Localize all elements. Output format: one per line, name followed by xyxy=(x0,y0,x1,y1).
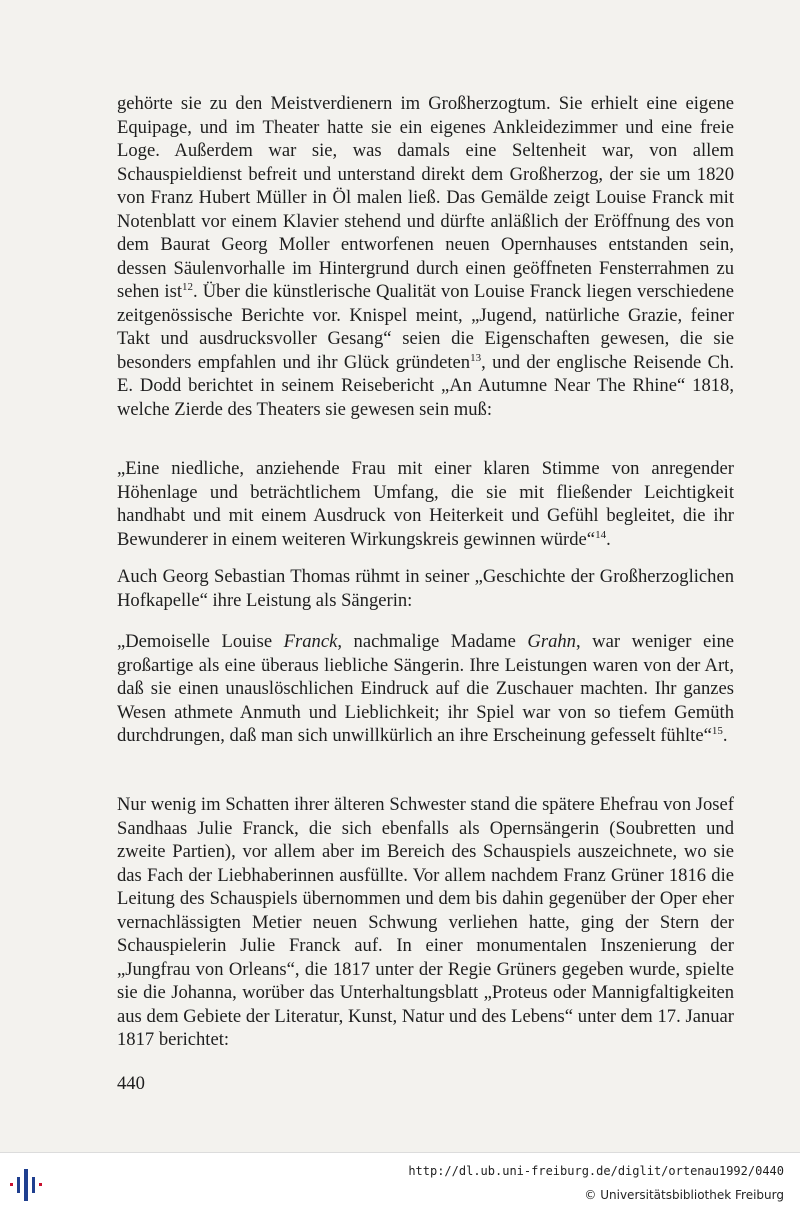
footnote-ref-13: 13 xyxy=(470,351,482,364)
footer-copyright: © Universitätsbibliothek Freiburg xyxy=(584,1188,784,1202)
quotation-2-text-a: „Demoiselle Louise xyxy=(117,631,284,652)
quotation-1-end: . xyxy=(606,528,611,550)
paragraph-1-text-b: . Über die künstlerische Qualität von Louise Franck liegen verschiedene zeitgenössische Berichte vor. Knispel meint, „Jugend, natürliche Grazie, feiner Takt und ausdrucksvoller Gesang“ seien die Eigenschaften gewesen, die sie besonders empfahlen und ihr Glück gründeten xyxy=(117,281,734,373)
footer-url-link[interactable]: http://dl.ub.uni-freiburg.de/diglit/ortenau1992/0440 xyxy=(408,1164,784,1178)
footer-bar xyxy=(0,1152,800,1214)
footnote-ref-15: 15 xyxy=(711,725,723,737)
paragraph-2 xyxy=(117,565,734,612)
ub-freiburg-logo-icon xyxy=(8,1163,52,1207)
footnote-ref-14: 14 xyxy=(595,528,607,541)
name-grahn: Grahn xyxy=(527,631,576,652)
paragraph-1-text: gehörte sie zu den Meistverdienern im Großherzogtum. Sie erhielt eine eigene Equipage, und im Theater hatte sie ein eigenes Ankleidezimmer und eine freie Loge. Außerdem war sie, was damals eine Seltenheit war, von allem Schauspieldienst befreit und unterstand direkt dem Großherzog, der sie um 1820 von Franz Hubert Müller in Öl malen ließ. Das Gemälde zeigt Louise Franck mit Notenblatt vor einem Klavier stehend und dürfte anläßlich der Eröffnung des von dem Baurat Georg Moller entworfenen neuen Opernhauses entstanden sein, dessen Säulenvorhalle im Hintergrund durch einen geöffneten Fensterrahmen zu sehen ist xyxy=(117,93,734,302)
paragraph-1-text-c: , und der englische Reisende Ch. E. Dodd berichtet in seinem Reisebericht „An Autumne Near The Rhine“ 1818, welche Zierde des Theaters sie gewesen sein muß: xyxy=(117,351,734,420)
paragraph-1 xyxy=(117,92,734,421)
footnote-ref-12: 12 xyxy=(182,281,193,293)
quotation-1 xyxy=(117,457,734,551)
page-number: 440 xyxy=(117,1073,145,1094)
quotation-1-text: „Eine niedliche, anziehende Frau mit einer klaren Stimme von anregender Höhenlage und beträchtlichem Umfang, die sie mit fließender Leichtigkeit handhabt und mit einem Ausdruck von Heiterkeit und Gefühl begleitet, die ihr Bewunderer in einem weiteren Wirkungskreis gewinnen würde“ xyxy=(117,458,734,550)
paragraph-3 xyxy=(117,793,734,1052)
paragraph-3-text: Nur wenig im Schatten ihrer älteren Schwester stand die spätere Ehefrau von Josef Sandhaas Julie Franck, die sich ebenfalls als Opernsängerin (Soubretten und zweite Partien), vor allem aber im Bereich des Schauspiels auszeichnete, wo sie das Fach der Liebhaberinnen ausfüllte. Vor allem nachdem Franz Grüner 1816 die Leitung des Schauspiels übernommen und dem bis dahin gegenüber der Oper eher vernachlässigten Metier neuen Schwung verliehen hatte, ging der Stern der Schauspielerin Julie Franck auf. In einer monumentalen Inszenierung der „Jungfrau von Orleans“, die 1817 unter der Regie Grüners gegeben wurde, spielte sie die Johanna, worüber das Unterhaltungsblatt „Proteus oder Mannigfaltigkeiten aus dem Gebiete der Literatur, Kunst, Natur und des Lebens“ unter dem 17. Januar 1817 berichtet: xyxy=(117,794,734,1050)
quotation-2-text-c: , war weniger eine großartige als eine überaus liebliche Sängerin. Ihre Leistungen waren von der Art, daß sie einen unauslöschlichen Eindruck auf die Zuschauer machten. Ihr ganzes Wesen athmete Anmuth und Lieblichkeit; ihr Spiel war von so tiefem Gemüth durchdrungen, daß man sich unwillkürlich an ihre Erscheinung gefesselt fühlte“ xyxy=(117,631,734,746)
name-franck: Franck xyxy=(283,631,338,652)
quotation-2-text-b: , nachmalige Madame xyxy=(337,631,528,652)
paragraph-2-text: Auch Georg Sebastian Thomas rühmt in seiner „Geschichte der Großherzoglichen Hofkapelle“ ihre Leistung als Sängerin: xyxy=(117,566,734,611)
quotation-2-end: . xyxy=(722,725,728,746)
quotation-2 xyxy=(117,630,734,748)
